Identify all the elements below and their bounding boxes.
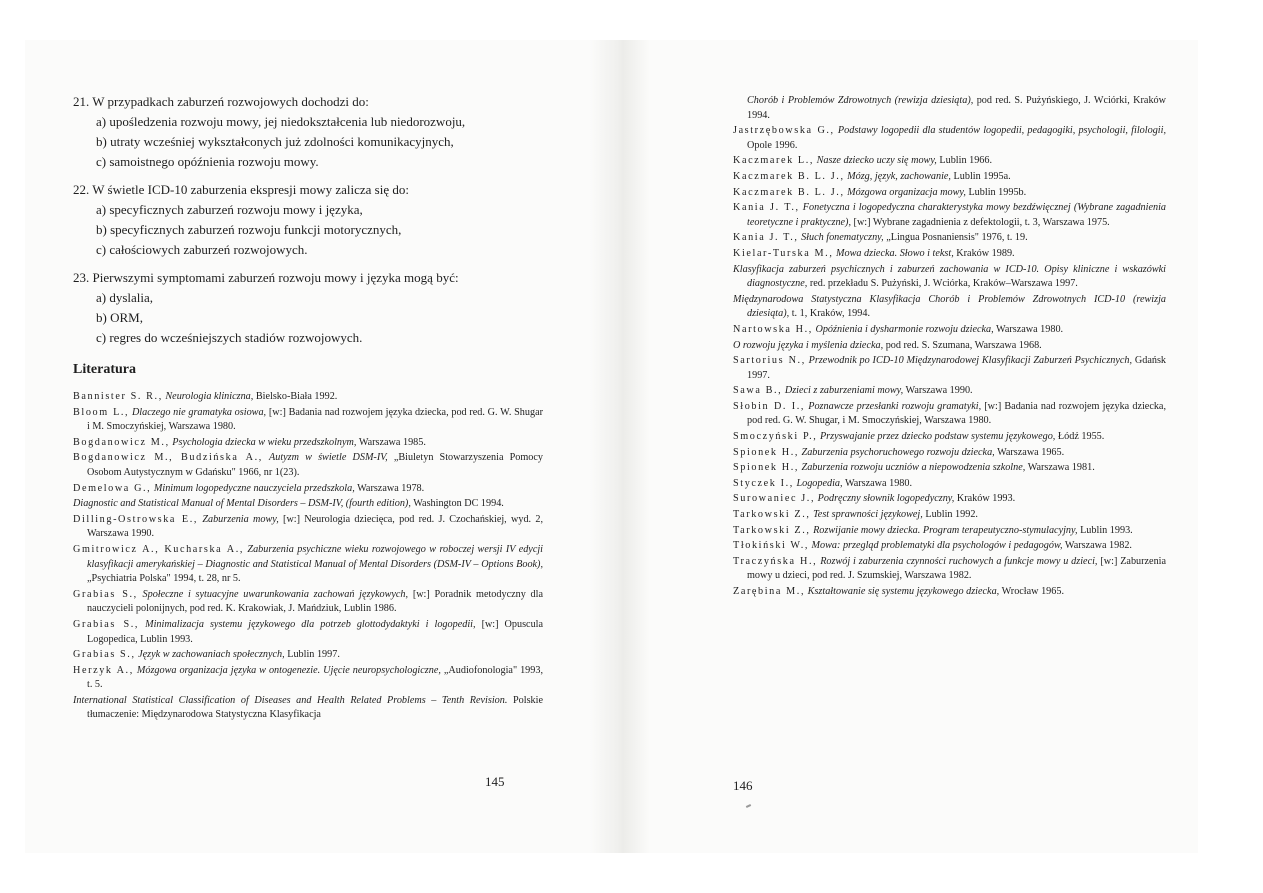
bibliography-entry: [73, 648, 543, 663]
question-item: [73, 180, 543, 260]
entry-title: Zaburzenia psychiczne wieku rozwojowego w roboczej wersji IV edycji klasyfikacji amerykańskiej – Diagnostic and Statistical Manual of Mental Disorders (DSM-IV – Options Book),: [87, 543, 544, 570]
question-item: [73, 268, 543, 348]
bibliography-entry: [733, 400, 1166, 429]
question-number: 22.: [73, 182, 90, 197]
entry-title: Opóźnienia i dysharmonie rozwoju dziecka,: [815, 323, 994, 335]
entry-author: Bloom L.,: [73, 406, 130, 418]
answer-option: b) ORM,: [96, 310, 143, 325]
entry-title: Przyswajanie przez dziecko podstaw systemu językowego,: [819, 431, 1056, 443]
entry-author: Grabias S.,: [73, 649, 136, 661]
entry-author: Sartorius N.,: [733, 355, 806, 367]
entry-details: Warszawa 1982.: [1064, 540, 1132, 552]
entry-author: Sawa B.,: [733, 385, 783, 397]
entry-title: Fonetyczna i logopedyczna charakterystyka mowy bezdźwięcznej (Wybrane zagadnienia teoretyczne i praktyczne),: [747, 202, 1166, 228]
entry-title: Dzieci z zaburzeniami mowy,: [784, 385, 904, 397]
entry-details: red. przekładu S. Pużyński, J. Wciórka, Kraków–Warszawa 1997.: [809, 278, 1078, 290]
entry-title: International Statistical Classification of Diseases and Health Related Problems – Tenth Revision.: [73, 694, 508, 706]
entry-details: [w:] Poradnik metodyczny dla nauczycieli polonijnych, pod red. K. Krakowiak, J. Mańdziuk, Lublin 1986.: [87, 588, 543, 615]
entry-details: Lublin 1992.: [925, 509, 978, 521]
entry-author: Bogdanowicz M.,: [73, 436, 170, 448]
literature-heading: Literatura: [73, 362, 136, 377]
entry-details: Polskie tłumaczenie: Międzynarodowa Statystyczna Klasyfikacja: [87, 694, 543, 721]
bibliography-entry: [733, 508, 1166, 523]
entry-title: Międzynarodowa Statystyczna Klasyfikacja Chorób i Problemów Zdrowotnych ICD-10 (rewizja dziesiąta),: [733, 293, 1166, 320]
question-list: [73, 92, 543, 348]
bibliography-entry: [733, 124, 1166, 153]
right-page: [650, 40, 1198, 853]
bibliography-entry: [73, 497, 543, 512]
entry-details: Wrocław 1965.: [1001, 586, 1064, 597]
entry-title: Słuch fonematyczny,: [801, 232, 884, 244]
entry-details: Warszawa 1980.: [844, 477, 913, 489]
entry-title: Podstawy logopedii dla studentów logopedii, pedagogiki, psychologii, filologii,: [837, 125, 1166, 137]
bibliography-entry: [733, 293, 1166, 322]
question-number: 21.: [73, 94, 90, 109]
answer-option: c) samoistnego opóźnienia rozwoju mowy.: [96, 154, 319, 169]
entry-details: [w:] Badania nad rozwojem języka dziecka, pod red. G. W. Shugar, i M. Smoczyńskiej, Warszawa 1980.: [747, 400, 1166, 427]
entry-author: Nartowska H.,: [733, 323, 813, 335]
bibliography-entry: [73, 588, 543, 617]
answer-option: a) specyficznych zaburzeń rozwoju mowy i języka,: [96, 202, 363, 217]
bibliography-entry: [73, 664, 543, 693]
entry-details: [w:] Opuscula Logopedica, Lublin 1993.: [87, 618, 544, 645]
entry-title: Logopedia,: [796, 477, 843, 489]
entry-title: Zaburzenia mowy,: [202, 513, 279, 525]
bibliography-entry: [733, 446, 1166, 461]
answer-option: b) specyficznych zaburzeń rozwoju funkcji motorycznych,: [96, 222, 402, 237]
answer-option: c) całościowych zaburzeń rozwojowych.: [96, 242, 308, 257]
entry-author: Spionek H.,: [733, 462, 799, 474]
entry-details: pod red. S. Szumana, Warszawa 1968.: [885, 339, 1042, 351]
bibliography-entry: [733, 555, 1166, 584]
entry-details: „Biuletyn Stowarzyszenia Pomocy Osobom Autystycznym w Gdańsku" 1966, nr 1(23).: [87, 452, 544, 478]
entry-title: Język w zachowaniach społecznych,: [138, 649, 285, 661]
page-number-left: 145: [485, 774, 505, 789]
right-page-content: [733, 94, 1166, 601]
entry-title: Rozwijanie mowy dziecka. Program terapeutyczno-stymulacyjny,: [813, 524, 1078, 536]
entry-author: Jastrzębowska G.,: [733, 125, 835, 137]
entry-details: t. 1, Kraków, 1994.: [791, 308, 870, 320]
entry-author: Tarkowski Z.,: [733, 509, 811, 521]
bibliography-entry: [733, 477, 1166, 492]
entry-title: Zaburzenia rozwoju uczniów a niepowodzenia szkolne,: [801, 462, 1026, 474]
question-prompt: Pierwszymi symptomami zaburzeń rozwoju mowy i języka mogą być:: [92, 270, 459, 285]
entry-author: Kaczmarek B. L. J.,: [733, 186, 845, 198]
entry-title: Minimalizacja systemu językowego dla potrzeb glottodydaktyki i logopedii,: [145, 618, 476, 630]
entry-author: Bogdanowicz M., Budzińska A.,: [73, 452, 263, 464]
bibliography-entry: [733, 201, 1166, 230]
entry-details: Warszawa 1980.: [996, 323, 1064, 335]
entry-title: O rozwoju języka i myślenia dziecka,: [733, 339, 884, 351]
entry-author: Kielar-Turska M.,: [733, 247, 834, 259]
bibliography-entry: [733, 170, 1166, 185]
entry-author: Dilling-Ostrowska E.,: [73, 513, 199, 525]
bibliography-entry: [733, 461, 1166, 476]
entry-title: Autyzm w świetle DSM-IV,: [269, 452, 388, 464]
page-number-right: 146: [733, 778, 753, 793]
bibliography-entry: [733, 354, 1166, 383]
entry-title: Diagnostic and Statistical Manual of Mental Disorders – DSM-IV, (fourth edition),: [73, 498, 411, 510]
entry-author: Traczyńska H.,: [733, 555, 818, 567]
bibliography-entry: [733, 247, 1166, 262]
entry-author: Bannister S. R.,: [73, 391, 163, 402]
entry-details: Warszawa 1981.: [1027, 462, 1095, 474]
book-gutter: [590, 40, 650, 853]
bibliography-entry: [73, 436, 543, 451]
bibliography-entry: [73, 482, 543, 497]
bibliography-entry: [73, 543, 543, 587]
bibliography-entry: [73, 513, 543, 542]
entry-author: Tarkowski Z.,: [733, 524, 811, 536]
question-text: [73, 92, 543, 112]
entry-author: Smoczyński P.,: [733, 431, 818, 443]
question-text: [73, 180, 543, 200]
entry-title: Mowa: przegląd problematyki dla psychologów i pedagogów,: [811, 540, 1063, 552]
entry-author: Kania J. T.,: [733, 202, 800, 214]
bibliography-entry: [733, 186, 1166, 201]
bibliography-entry: [733, 323, 1166, 338]
question-prompt: W świetle ICD-10 zaburzenia ekspresji mowy zalicza się do:: [92, 182, 409, 197]
answer-option: b) utraty wcześniej wykształconych już zdolności komunikacyjnych,: [96, 134, 454, 149]
entry-details: [w:] Wybrane zagadnienia z defektologii, t. 3, Warszawa 1975.: [853, 216, 1110, 228]
scan-speck: [746, 804, 751, 808]
entry-details: Gdańsk 1997.: [747, 355, 1167, 381]
entry-details: Lublin 1995a.: [953, 170, 1011, 182]
left-page-content: [73, 92, 543, 724]
entry-details: Lublin 1995b.: [968, 186, 1027, 198]
entry-title: Nasze dziecko uczy się mowy,: [816, 155, 937, 167]
question-item: [73, 92, 543, 172]
entry-title: Podręczny słownik logopedyczny,: [817, 493, 955, 505]
answer-option: a) upośledzenia rozwoju mowy, jej niedokształcenia lub niedorozwoju,: [96, 114, 466, 129]
entry-details: Bielsko-Biała 1992.: [255, 391, 338, 402]
entry-details: [w:] Badania nad rozwojem języka dziecka, pod red. G. W. Shugar i M. Smoczyńskiej, Warszawa 1980.: [87, 406, 543, 433]
bibliography-entry: [733, 384, 1166, 399]
entry-title: Kształtowanie się systemu językowego dziecka,: [807, 586, 1000, 597]
entry-author: Styczek I.,: [733, 477, 794, 489]
entry-details: „Audiofonologia" 1993, t. 5.: [87, 664, 544, 691]
entry-author: Surowaniec J.,: [733, 493, 816, 505]
left-page: [25, 40, 590, 853]
entry-author: Kania J. T.,: [733, 232, 799, 244]
bibliography-entry: [73, 618, 543, 647]
entry-title: Dlaczego nie gramatyka osiowa,: [131, 406, 267, 418]
entry-details: pod red. S. Pużyńskiego, J. Wciórki, Kraków 1994.: [747, 95, 1166, 121]
entry-details: „Lingua Posnaniensis" 1976, t. 19.: [886, 232, 1028, 244]
entry-author: Kaczmarek B. L. J.,: [733, 170, 845, 182]
entry-author: Grabias S.,: [73, 618, 140, 630]
bibliography-entry: [73, 390, 543, 405]
entry-details: Warszawa 1985.: [358, 436, 426, 448]
entry-title: Przewodnik po ICD-10 Międzynarodowej Klasyfikacji Zaburzeń Psychicznych,: [808, 355, 1133, 367]
entry-details: Lublin 1966.: [939, 155, 993, 167]
entry-details: Lublin 1993.: [1080, 524, 1133, 536]
entry-title: Minimum logopedyczne nauczyciela przedszkola,: [153, 482, 355, 494]
bibliography-entry: [733, 585, 1166, 600]
entry-details: Warszawa 1965.: [997, 446, 1065, 458]
entry-author: Tłokiński W.,: [733, 540, 809, 552]
entry-details: Warszawa 1978.: [357, 482, 425, 494]
bibliography-entry: [733, 339, 1166, 354]
entry-details: Washington DC 1994.: [413, 498, 504, 510]
entry-title: Klasyfikacja zaburzeń psychicznych i zaburzeń zachowania w ICD-10. Opisy kliniczne i wskazówki diagnostyczne,: [733, 263, 1166, 290]
bibliography-entry: [733, 430, 1166, 445]
bibliography-entry: [733, 539, 1166, 554]
entry-author: Słobin D. I.,: [733, 400, 806, 412]
entry-details: Łódź 1955.: [1057, 431, 1105, 443]
entry-author: Demelowa G.,: [73, 482, 152, 494]
question-number: 23.: [73, 270, 90, 285]
entry-title: Mózgowa organizacja mowy,: [847, 186, 966, 198]
bibliography-right: [733, 94, 1166, 600]
bibliography-entry: [73, 451, 543, 480]
entry-title: Rozwój i zaburzenia czynności ruchowych a funkcje mowy u dzieci,: [820, 555, 1098, 567]
entry-title: Mowa dziecka. Słowo i tekst,: [836, 247, 954, 259]
entry-author: Herzyk A.,: [73, 664, 134, 676]
question-text: [73, 268, 543, 288]
entry-title: Społeczne i sytuacyjne uwarunkowania zachowań językowych,: [142, 588, 409, 600]
entry-details: Kraków 1989.: [956, 247, 1015, 259]
entry-details: Lublin 1997.: [287, 649, 340, 661]
bibliography-left: [73, 390, 543, 723]
entry-title: Zaburzenia psychoruchowego rozwoju dziecka,: [801, 446, 995, 458]
entry-author: Zarębina M.,: [733, 586, 806, 597]
entry-author: Kaczmarek L.,: [733, 155, 815, 167]
entry-details: [w:] Neurologia dziecięca, pod red. J. Czochańskiej, wyd. 2, Warszawa 1990.: [87, 513, 543, 540]
entry-title: Neurologia kliniczna,: [165, 391, 254, 402]
answer-option: a) dyslalia,: [96, 290, 154, 305]
entry-details: Kraków 1993.: [956, 493, 1016, 505]
entry-details: Warszawa 1990.: [905, 385, 973, 397]
bibliography-entry: [733, 492, 1166, 507]
bibliography-entry: [73, 406, 543, 435]
entry-details: Opole 1996.: [747, 139, 798, 151]
entry-title: Test sprawności językowej,: [813, 509, 923, 521]
entry-title: Chorób i Problemów Zdrowotnych (rewizja dziesiąta),: [747, 95, 974, 106]
entry-details: [w:] Zaburzenia mowy u dzieci, pod red. J. Szumskiej, Warszawa 1982.: [747, 555, 1167, 582]
bibliography-entry: [73, 694, 543, 723]
bibliography-entry: [733, 231, 1166, 246]
entry-title: Mózg, język, zachowanie,: [847, 170, 951, 182]
entry-details: „Psychiatria Polska" 1994, t. 28, nr 5.: [87, 573, 241, 585]
bibliography-entry: [733, 524, 1166, 539]
bibliography-entry: [733, 263, 1166, 292]
entry-title: Poznawcze przesłanki rozwoju gramatyki,: [808, 400, 982, 412]
bibliography-entry: [733, 94, 1166, 123]
entry-title: Mózgowa organizacja języka w ontogenezie. Ujęcie neuropsychologiczne,: [136, 664, 441, 676]
entry-author: Gmitrowicz A., Kucharska A.,: [73, 543, 244, 555]
answer-option: c) regres do wcześniejszych stadiów rozwojowych.: [96, 330, 363, 345]
entry-title: Psychologia dziecka w wieku przedszkolnym,: [172, 436, 357, 448]
entry-author: Spionek H.,: [733, 446, 799, 458]
question-prompt: W przypadkach zaburzeń rozwojowych dochodzi do:: [92, 94, 369, 109]
entry-author: Grabias S.,: [73, 588, 138, 600]
bibliography-entry: [733, 154, 1166, 169]
